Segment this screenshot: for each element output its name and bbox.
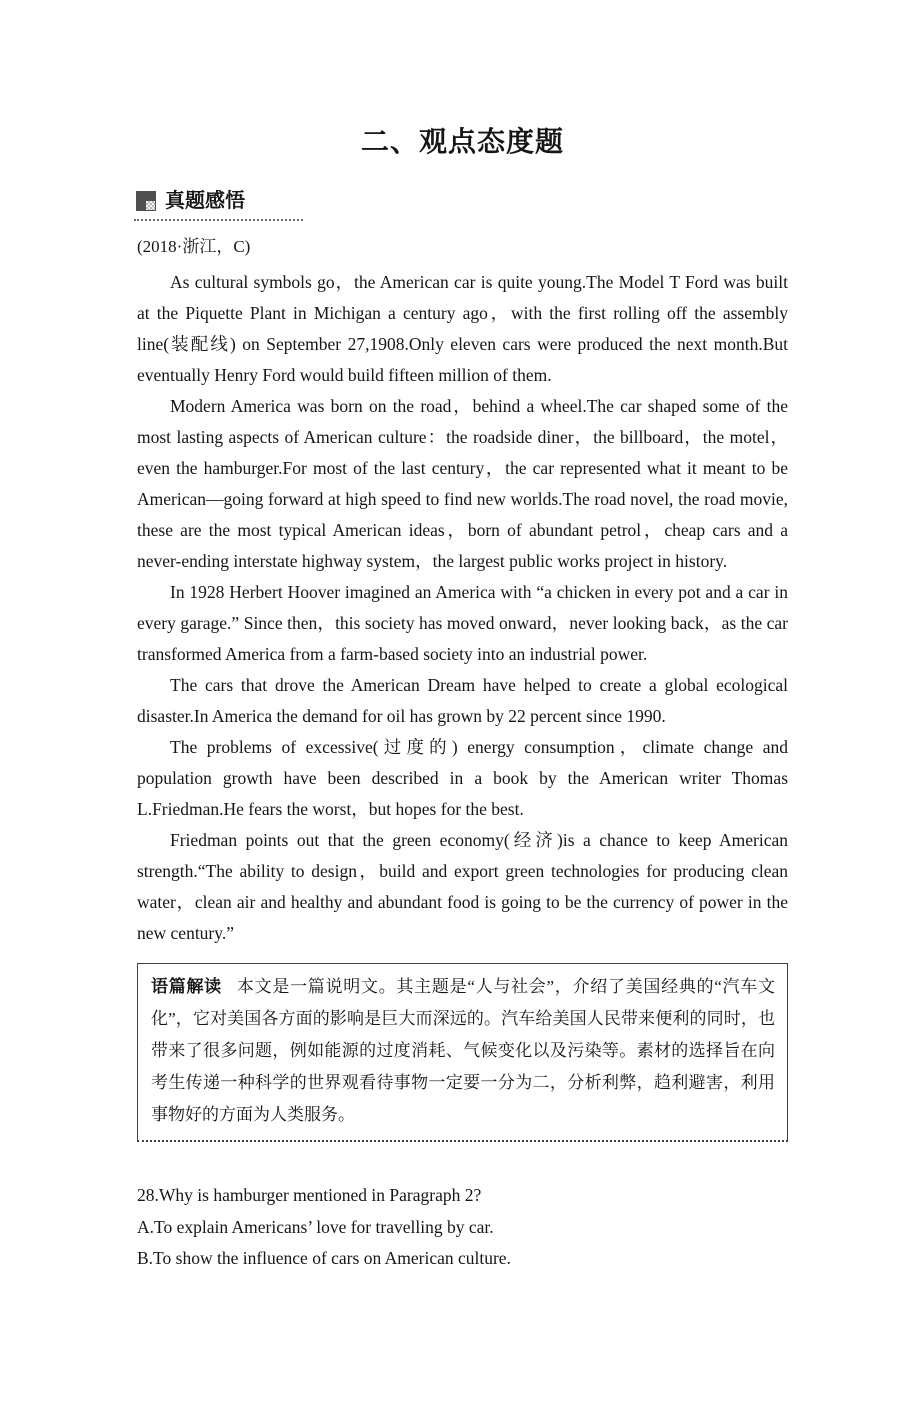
question-text: 28.Why is hamburger mentioned in Paragraph 2? <box>137 1185 482 1205</box>
checkered-square-bullet-icon <box>136 191 156 211</box>
passage-paragraph: The cars that drove the American Dream have helped to create a global ecological disaster.In America the demand for oil has grown by 22 percent since 1990. <box>137 675 788 726</box>
analysis-text-line <box>151 971 775 1131</box>
question-option-b: B.To show the influence of cars on American culture. <box>137 1248 511 1268</box>
passage-paragraph: In 1928 Herbert Hoover imagined an America with “a chicken in every pot and a car in every garage.” Since then，this society has moved onward，never looking back，as the car transformed America from a farm-based society into an industrial power. <box>137 582 788 664</box>
page-title: 二、观点态度题 <box>360 126 564 157</box>
analysis-text: 本文是一篇说明文。其主题是“人与社会”，介绍了美国经典的“汽车文化”，它对美国各方面的影响是巨大而深远的。汽车给美国人民带来便利的同时，也带来了很多问题，例如能源的过度消耗、气候变化以及污染等。素材的选择旨在向考生传递一种科学的世界观看待事物一定要一分为二，分析利弊，趋利避害，利用事物好的方面为人类服务。 <box>151 977 776 1124</box>
passage-analysis-box <box>137 963 788 1142</box>
passage-paragraph: As cultural symbols go，the American car is quite young.The Model T Ford was built at the Piquette Plant in Michigan a century ago，with the first rolling off the assembly line(装配线) on September 27,1908.Only eleven cars were produced the next month.But eventually Henry Ford would build fifteen million of them. <box>137 272 788 385</box>
passage-paragraph: Modern America was born on the road，behind a wheel.The car shaped some of the most lasting aspects of American culture：the roadside diner，the billboard，the motel，even the hamburger.For most of the last century，the car represented what it meant to be American—going forward at high speed to find new worlds.The road novel, the road movie, these are the most typical American ideas，born of abundant petrol，cheap cars and a never-ending interstate highway system，the largest public works project in history. <box>137 396 788 571</box>
page-content <box>0 120 920 1275</box>
analysis-label: 语篇解读 <box>151 977 222 996</box>
section-header-label: 真题感悟 <box>165 190 245 212</box>
passage-paragraph: Friedman points out that the green economy(经济)is a chance to keep American strength.“The ability to design，build and export green technologies for producing clean water，clean air and healthy and abundant food is going to be the currency of power in the new century.” <box>137 830 788 943</box>
passage-paragraph: The problems of excessive(过度的) energy consumption，climate change and population growth have been described in a book by the American writer Thomas L.Friedman.He fears the worst，but hopes for the best. <box>137 737 788 819</box>
exam-source-line: (2018·浙江，C) <box>137 237 251 256</box>
question-28-block <box>137 1180 788 1275</box>
question-option-a: A.To explain Americans’ love for travelling by car. <box>137 1216 494 1237</box>
reading-passage <box>137 267 788 949</box>
section-header-zhenti-ganwu <box>134 190 303 221</box>
